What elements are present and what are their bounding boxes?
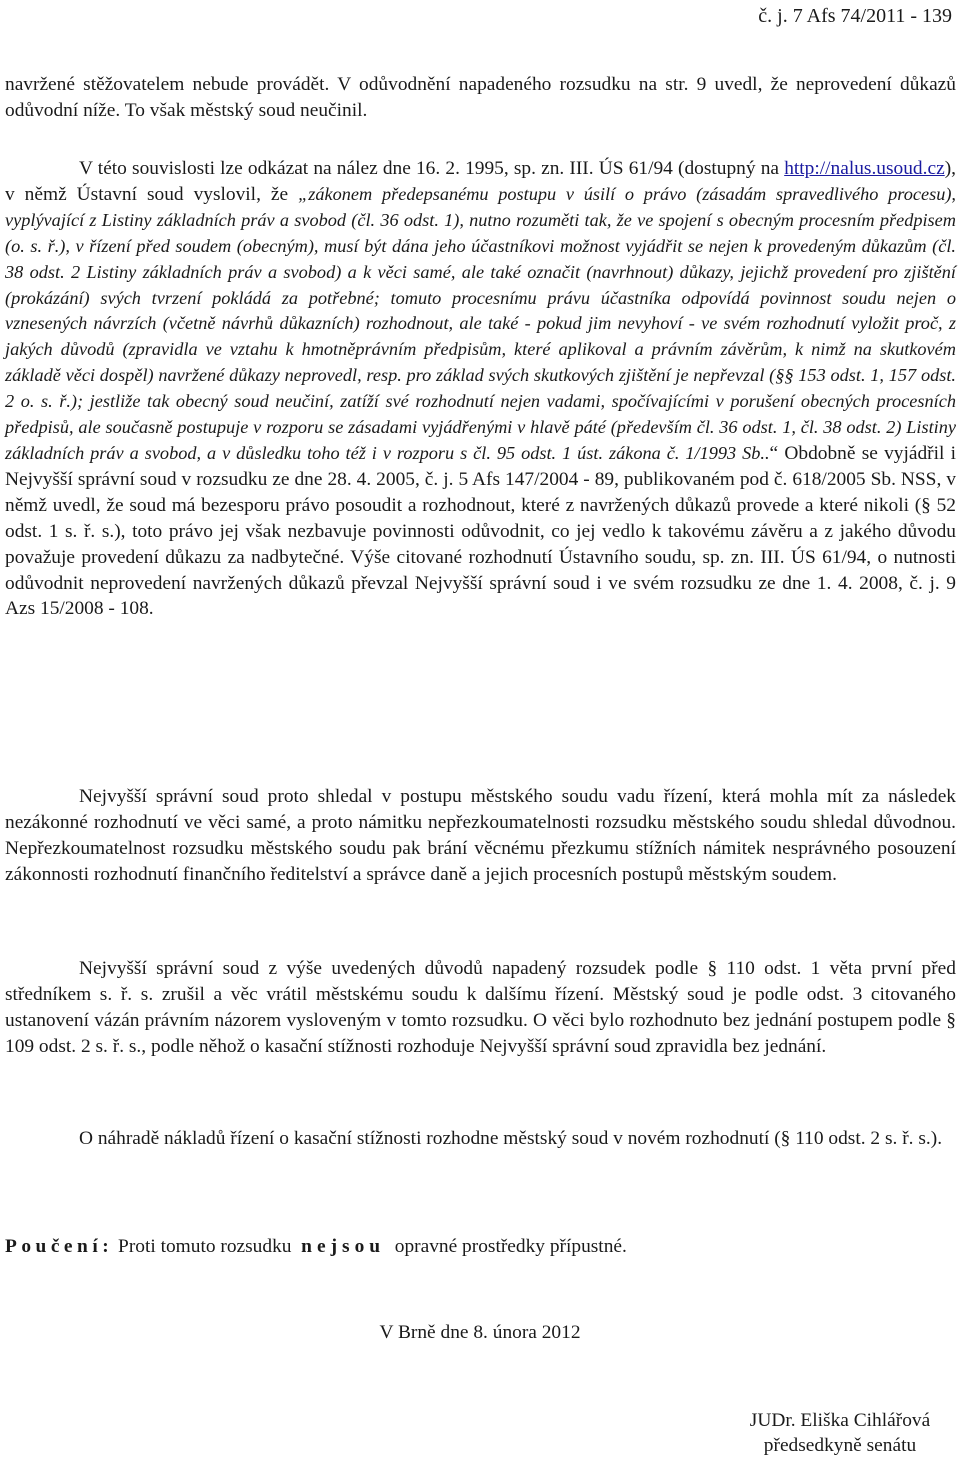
judge-role: předsedkyně senátu bbox=[763, 1435, 917, 1456]
paragraph-5-wrap bbox=[5, 1126, 956, 1152]
signature-block bbox=[720, 1408, 960, 1458]
instruction-spaced: nejsou bbox=[301, 1236, 386, 1257]
legal-instruction bbox=[5, 1236, 627, 1258]
paragraph-4-wrap bbox=[5, 956, 956, 1060]
case-reference: č. j. 7 Afs 74/2011 - 139 bbox=[758, 5, 952, 27]
paragraph-2 bbox=[5, 156, 956, 622]
para2-tail: “ Obdobně se vyjádřil i Nejvyšší správní soud v rozsudku ze dne 28. 4. 2005, č. j. 5 Afs 147/2004 - 89, publikovaném pod č. 618/2005 Sb. NSS, v němž uvedl, že soud má bezesporu právo posoudit a rozhodnout, které z navržených důkazů provede a které nikoli (§ 52 odst. 1 s. ř. s.), toto právo jej však nezbavuje povinnosti odůvodnit, co jej vedlo k takovému závěru a z jakého důvodu považuje provedení důkazu za nadbytečné. Výše citované rozhodnutí Ústavního soudu, sp. zn. III. ÚS 61/94, o nutnosti odůvodnit neprovedení navržených důkazů převzal Nejvyšší správní soud i ve svém rozsudku ze dne 1. 4. 2008, č. j. 9 Azs 15/2008 - 108. bbox=[5, 442, 956, 620]
para2-lead: V této souvislosti lze odkázat na nález dne 16. 2. 1995, sp. zn. III. ÚS 61/94 (dostupný na bbox=[79, 158, 785, 179]
nalus-link[interactable]: http://nalus.usoud.cz bbox=[784, 158, 945, 179]
instruction-text-2: opravné prostředky přípustné. bbox=[394, 1236, 627, 1257]
paragraph-5: O náhradě nákladů řízení o kasační stížnosti rozhodne městský soud v novém rozhodnutí (§ 110 odst. 2 s. ř. s.). bbox=[79, 1128, 943, 1149]
para2-after-link: ), v němž Ústavní soud vyslovil, že bbox=[5, 158, 956, 205]
paragraph-4: Nejvyšší správní soud z výše uvedených důvodů napadený rozsudek podle § 110 odst. 1 věta první před středníkem s. ř. s. zrušil a věc vrátil městskému soudu k dalšímu řízení. Městský soud je podle odst. 3 citovaného ustanovení vázán právním názorem vysloveným v tomto rozsudku. O věci bylo rozhodnuto bez jednání postupem podle § 109 odst. 2 s. ř. s., podle něhož o kasační stížnosti rozhoduje Nejvyšší správní soud zpravidla bez jednání. bbox=[5, 958, 956, 1057]
instruction-text-1: Proti tomuto rozsudku bbox=[118, 1236, 292, 1257]
date-line: V Brně dne 8. února 2012 bbox=[379, 1322, 581, 1343]
court-quote: „zákonem předepsanému postupu v úsilí o právo (zásadám spravedlivého procesu), vyplývající z Listiny základních práv a svobod (čl. 36 odst. 1), nutno rozuměti tak, že ve spojení s obecným procesním předpisem (o. s. ř.), v řízení před soudem (obecným), musí být dána jeho účastníkovi možnost vyjádřit se nejen k provedeným důkazům (čl. 38 odst. 2 Listiny základních práv a svobod) a k věci samé, ale také označit (navrhnout) důkazy, jejichž provedení pro zjištění (prokázání) svých tvrzení pokládá za potřebné; tomuto procesnímu právu účastníka odpovídá povinnost soudu nejen o vznesených návrzích (včetně návrhů důkazních) rozhodnout, ale také - pokud jim nevyhoví - ve svém rozhodnutí vyložit proč, z jakých důvodů (zpravidla ve vztahu k hmotněprávním předpisům, které aplikoval a právním závěrům, k nimž na skutkovém základě věci dospěl) navržené důkazy neprovedl, resp. pro základ svých skutkových zjištění je nepřevzal (§§ 153 odst. 1, 157 odst. 2 o. s. ř.); jestliže tak obecný soud neučiní, zatíží své rozhodnutí nejen vadami, spočívajícími v porušení obecných procesních předpisů, ale současně postupuje v rozporu se zásadami vyjádřenými v hlavě páté (především čl. 36 odst. 1, čl. 38 odst. 2) Listiny základních práv a svobod, a v důsledku toho též i v rozporu s čl. 95 odst. 1 úst. zákona č. 1/1993 Sb.. bbox=[5, 183, 957, 463]
instruction-label: Poučení: bbox=[5, 1236, 114, 1257]
paragraph-3: Nejvyšší správní soud proto shledal v postupu městského soudu vadu řízení, která mohla mít za následek nezákonné rozhodnutí ve věci samé, a proto námitku nepřezkoumatelnosti rozsudku městského soudu shledal důvodnou. Nepřezkoumatelnost rozsudku městského soudu pak brání věcnému přezkumu stížních námitek nesprávného posouzení zákonnosti rozhodnutí finančního ředitelství a správce daně a jejich procesních postupů městským soudem. bbox=[5, 786, 956, 885]
paragraph-3-wrap bbox=[5, 784, 956, 888]
judge-name: JUDr. Eliška Cihlářová bbox=[749, 1410, 931, 1431]
paragraph-1: navržené stěžovatelem nebude provádět. V odůvodnění napadeného rozsudku na str. 9 uvedl, že neprovedení důkazů odůvodní níže. To však městský soud neučinil. bbox=[5, 74, 956, 121]
paragraph-continuation bbox=[5, 72, 956, 124]
